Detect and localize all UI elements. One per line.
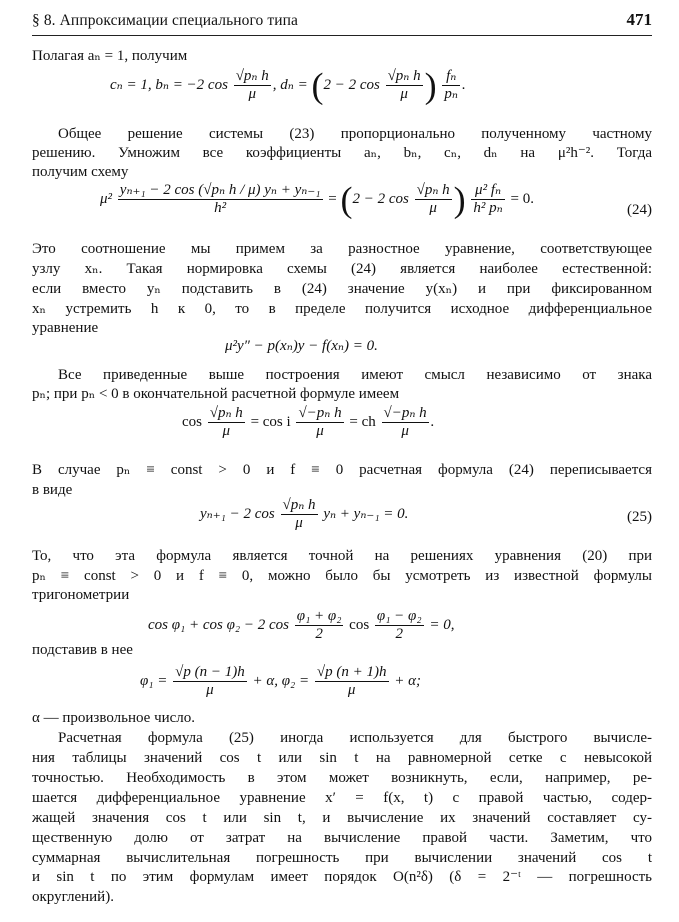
text-line: щественную долю от затрат на вычисление правой части. Заметим, что [32, 830, 652, 846]
text-line: получим схему [32, 164, 129, 180]
text-line: Это соотношение мы примем за разностное уравнение, соответствующее [32, 241, 652, 257]
text-line: Расчетная формула (25) иногда используется для быстрого вычисле- [58, 730, 652, 746]
text-line: если вместо yₙ подставить в (24) значение y(xₙ) и при фиксированном [32, 281, 652, 297]
text-line: Общее решение системы (23) пропорционально полученному частному [58, 126, 652, 142]
equation-number: (24) [627, 202, 652, 218]
fraction: $\frac{\text{√pₙ h}}{\mu}$ [209, 405, 243, 439]
fraction: $\frac{\text{fₙ}}{\text{pₙ}}$ [444, 68, 458, 102]
equation-trig: cos φ₁ + cos φ₂ − 2 cos $\frac{\text{φ₁ + φ₂}}{2}$ cos $\frac{\text{φ₁ − φ₂}}{2}$ = 0, [148, 608, 455, 642]
text-line: уравнение [32, 320, 99, 336]
text-line: жащей значения cos t или sin t, и вычисление их значений составляет су- [32, 810, 652, 826]
fraction: $\frac{\text{yₙ₊₁ − 2 cos (√pₙ h / μ) yₙ + yₙ₋₁}}{\text{h²}}$ [119, 182, 321, 216]
equation-phi: φ₁ = $\frac{√p (n - 1)h}{\mu}$ + α, φ₂ = $\frac{√p (n + 1)h}{\mu}$ + α; [140, 664, 421, 698]
equation-25: yₙ₊₁ − 2 cos $\frac{\text{√pₙ h}}{\mu}$ yₙ + yₙ₋₁ = 0. [200, 497, 409, 531]
fraction: $\frac{\text{φ₁ + φ₂}}{2}$ [296, 608, 342, 642]
text-line: В случае pₙ ≡ const > 0 и f ≡ 0 расчетная формула (24) переписывается [32, 462, 652, 478]
text-line: α — произвольное число. [32, 710, 196, 726]
equation-coefficients: cₙ = 1, bₙ = −2 cos $\frac{\text{√pₙ h}}{\mu}$ , dₙ = (2 − 2 cos $\frac{\text{√pₙ h}}{\mu}$ ) $\frac{\text{fₙ}}{\text{pₙ}}$ . [110, 65, 466, 106]
text-line: и sin t по этим формулам имеет порядок O(n²δ) (δ = 2⁻ᵗ — погрешность [32, 869, 652, 885]
text-line: в виде [32, 482, 73, 498]
text-line: подставив в нее [32, 642, 133, 658]
text-line: точностью. Необходимость в этом может возникнуть, если, например, ре- [32, 770, 652, 786]
fraction: $\frac{\text{√pₙ h}}{\mu}$ [282, 497, 316, 531]
fraction: $\frac{\text{√pₙ h}}{\mu}$ [387, 68, 421, 102]
text-line: тригонометрии [32, 587, 130, 603]
page-number: 471 [626, 10, 652, 29]
running-header [32, 8, 652, 34]
fraction: $\frac{√p (n + 1)h}{\mu}$ [316, 664, 387, 698]
fraction: $\frac{\text{√−pₙ h}}{\mu}$ [298, 405, 342, 439]
text-line: ния таблицы значений cos t или sin t на равномерной сетке с невысокой [32, 750, 652, 766]
fraction: $\frac{\text{φ₁ − φ₂}}{2}$ [376, 608, 422, 642]
fraction: $\frac{\text{μ² fₙ}}{\text{h² pₙ}}$ [473, 182, 503, 216]
text-line: решению. Умножим все коэффициенты aₙ, bₙ, cₙ, dₙ на μ²h⁻². Тогда [32, 145, 652, 161]
equation-limit: μ²y″ − p(xₙ)y − f(xₙ) = 0. [225, 338, 378, 354]
text-line: pₙ; при pₙ < 0 в окончательной расчетной формуле имеем [32, 386, 400, 402]
section-title: § 8. Аппроксимации специального типа [32, 12, 299, 29]
fraction: $\frac{\text{√pₙ h}}{\mu}$ [416, 182, 450, 216]
text-line: Все приведенные выше построения имеют смысл независимо от знака [58, 367, 652, 383]
text-line: суммарная вычислительная погрешность при вычислении значений cos t [32, 850, 652, 866]
fraction: $\frac{\text{√pₙ h}}{\mu}$ [235, 68, 269, 102]
text-line: Полагая aₙ = 1, получим [32, 48, 188, 64]
equation-24: μ² $\frac{\text{yₙ₊₁ − 2 cos (√pₙ h / μ) yₙ + yₙ₋₁}}{\text{h²}}$ = (2 − 2 cos $\frac{\text{√pₙ h}}{\mu}$ ) $\frac{\text{μ² fₙ}}{\text{h² pₙ}}$ = 0. [100, 179, 534, 220]
text-line: pₙ ≡ const > 0 и f ≡ 0, можно было бы усмотреть из известной формулы [32, 568, 652, 584]
equation-cos-ch: cos $\frac{\text{√pₙ h}}{\mu}$ = cos i $\frac{\text{√−pₙ h}}{\mu}$ = ch $\frac{\text{√−pₙ h}}{\mu}$ . [182, 405, 435, 439]
equation-number: (25) [627, 509, 652, 525]
text-line: То, что эта формула является точной на решениях уравнения (20) при [32, 548, 652, 564]
fraction: $\frac{\text{√−pₙ h}}{\mu}$ [383, 405, 427, 439]
text-line: узлу xₙ. Такая нормировка схемы (24) является наиболее естественной: [32, 261, 652, 277]
text-line: xₙ устремить h к 0, то в пределе получится исходное дифференциальное [32, 301, 652, 317]
text-line: округлений). [32, 889, 114, 905]
fraction: $\frac{√p (n - 1)h}{\mu}$ [175, 664, 245, 698]
header-rule [32, 35, 652, 36]
text-line: шается дифференциальное уравнение x′ = f(x, t) с правой частью, содер- [32, 790, 652, 806]
